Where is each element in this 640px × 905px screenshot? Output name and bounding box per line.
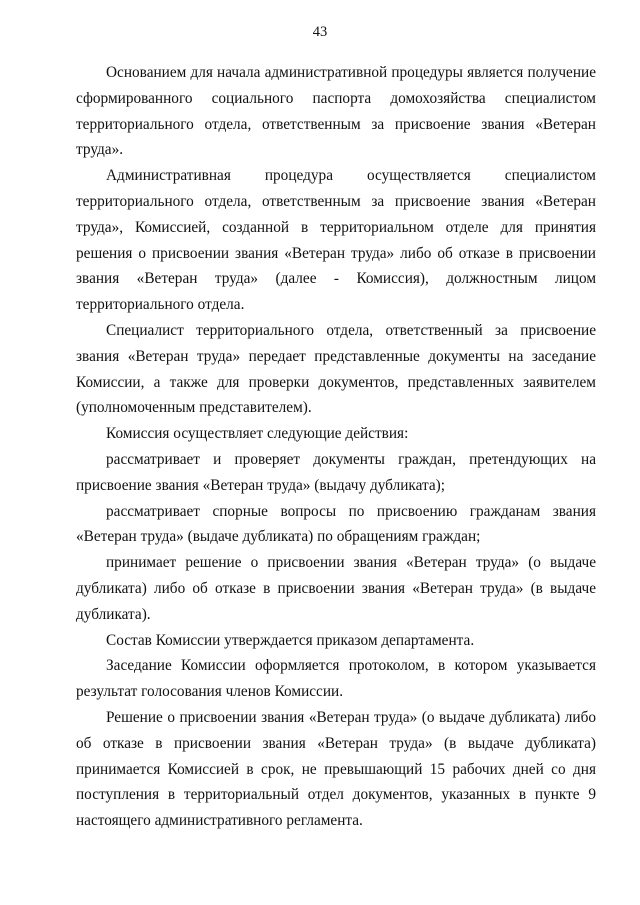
paragraph-protocol: Заседание Комиссии оформляется протоколом, в котором указывается результат голосования членов Комиссии.: [76, 657, 596, 701]
paragraph-action-review: рассматривает и проверяет документы граждан, претендующих на присвоение звания «Ветеран труда» (выдачу дубликата);: [76, 450, 596, 494]
paragraph-basis: Основанием для начала административной процедуры является получение сформированного социального паспорта домохозяйства специалистом территориального отдела, ответственным за присвоение звания «Ветеран труда».: [76, 64, 596, 159]
paragraph-action-decision: принимает решение о присвоении звания «Ветеран труда» (о выдаче дубликата) либо об отказе в присвоении звания «Ветеран труда» (в выдаче дубликата).: [76, 554, 596, 623]
document-body: [76, 60, 596, 834]
paragraph-commission-actions: Комиссия осуществляет следующие действия:: [106, 425, 409, 443]
paragraph-composition: Состав Комиссии утверждается приказом департамента.: [106, 631, 475, 649]
paragraph-decision-term: Решение о присвоении звания «Ветеран труда» (о выдаче дубликата) либо об отказе в присвоении звания «Ветеран труда» (в выдаче дубликата) принимается Комиссией в срок, не превышающий 15 рабочих дней со дня поступления в территориальный отдел документов, указанных в пункте 9 настоящего административного регламента.: [76, 708, 596, 830]
paragraph-action-disputes: рассматривает спорные вопросы по присвоению гражданам звания «Ветеран труда» (выдаче дубликата) по обращениям граждан;: [76, 502, 596, 546]
paragraph-specialist: Специалист территориального отдела, ответственный за присвоение звания «Ветеран труда» передает представленные документы на заседание Комиссии, а также для проверки документов, представленных заявителем (уполномоченным представителем).: [76, 321, 596, 417]
paragraph-procedure: Административная процедура осуществляется специалистом территориального отдела, ответственным за присвоение звания «Ветеран труда», Комиссией, созданной в территориальном отделе для принятия решения о присвоении звания «Ветеран труда» либо об отказе в присвоении звания «Ветеран труда» (далее - Комиссия), должностным лицом территориального отдела.: [76, 167, 596, 314]
page-number: 43: [312, 24, 328, 40]
